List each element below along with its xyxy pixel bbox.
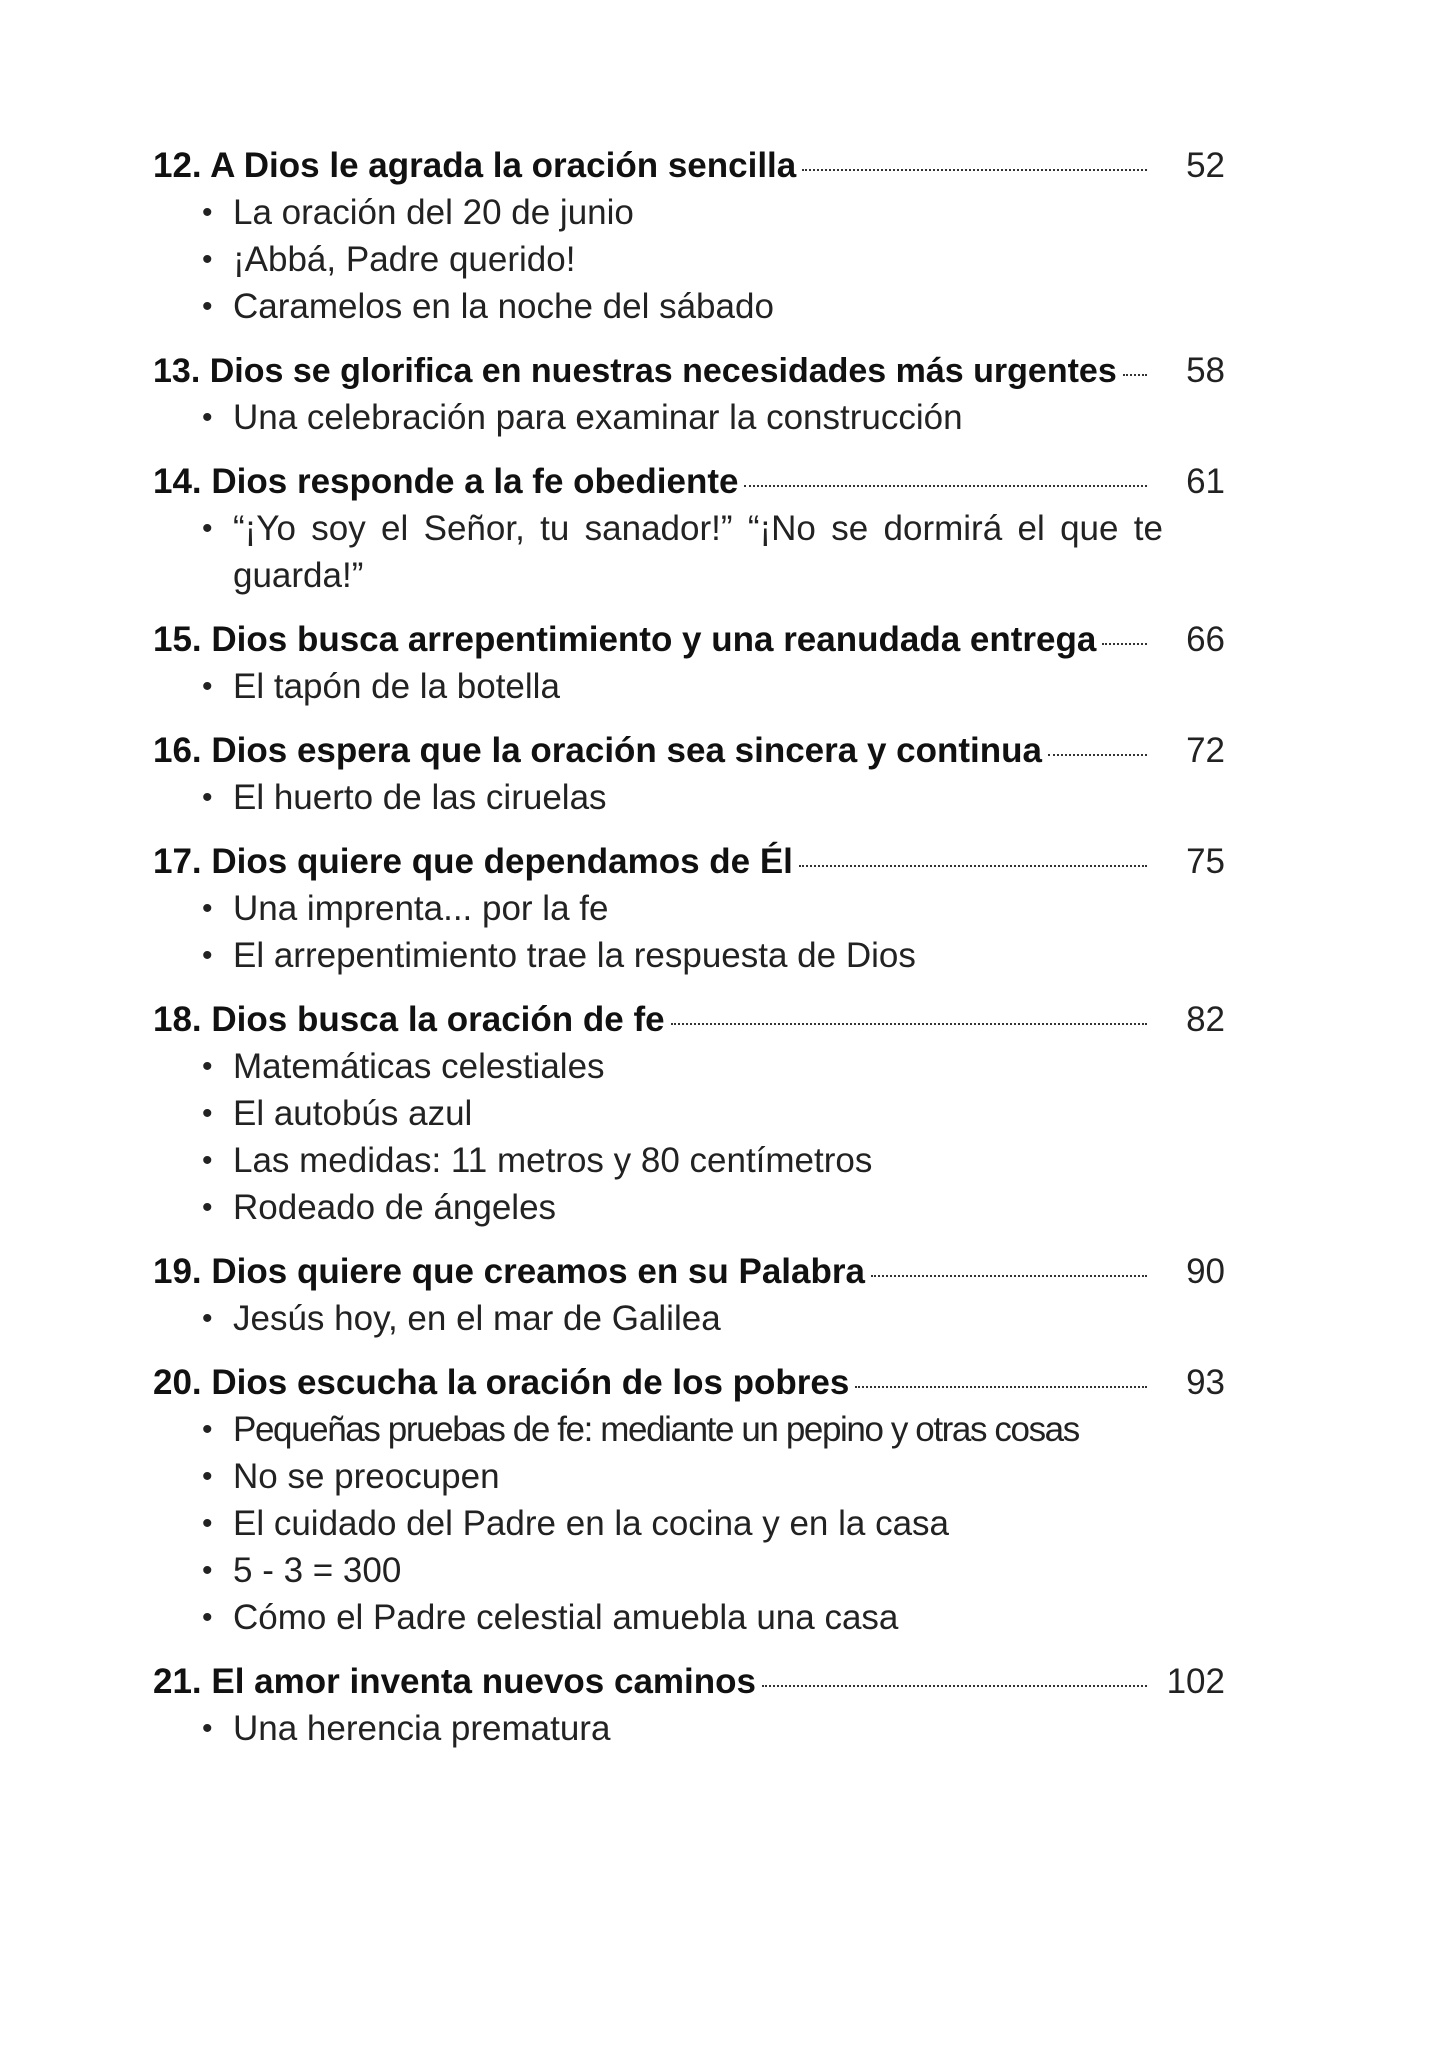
toc-heading-row — [153, 727, 1225, 774]
chapter-title: 14. Dios responde a la fe obediente — [153, 462, 739, 501]
bullet-icon: • — [202, 1460, 213, 1493]
dot-leader — [1102, 642, 1147, 645]
subsection-list — [153, 505, 1225, 599]
subsection-item: • ¡Abbá, Padre querido! — [153, 236, 1163, 283]
subsection-item: • Una herencia prematura — [153, 1705, 1163, 1752]
toc-heading-row — [153, 838, 1225, 885]
toc-entry-15 — [153, 616, 1225, 710]
toc-entry-18 — [153, 996, 1225, 1231]
subsection-list — [153, 663, 1225, 710]
dot-leader — [1123, 373, 1147, 376]
page-number: 93 — [1186, 1363, 1225, 1402]
toc-entry-12 — [153, 142, 1225, 330]
toc-entry-20 — [153, 1359, 1225, 1641]
dot-leader — [744, 484, 1147, 487]
toc-entry-16 — [153, 727, 1225, 821]
subsection-item: • Una celebración para examinar la construcción — [153, 394, 1163, 441]
chapter-title: 20. Dios escucha la oración de los pobres — [153, 1363, 850, 1402]
bullet-icon: • — [202, 196, 213, 229]
bullet-icon: • — [202, 1554, 213, 1587]
toc-heading-row — [153, 1248, 1225, 1295]
toc-heading-row — [153, 1658, 1225, 1705]
chapter-title: 12. A Dios le agrada la oración sencilla — [153, 146, 797, 185]
toc-entry-21 — [153, 1658, 1225, 1752]
page-number: 82 — [1186, 1000, 1225, 1039]
bullet-icon: • — [202, 1507, 213, 1540]
chapter-title: 18. Dios busca la oración de fe — [153, 1000, 665, 1039]
subsection-item: • Matemáticas celestiales — [153, 1043, 1163, 1090]
dot-leader — [802, 168, 1147, 171]
subsection-item: • Cómo el Padre celestial amuebla una casa — [153, 1594, 1163, 1641]
bullet-icon: • — [202, 1191, 213, 1224]
toc-heading-row — [153, 142, 1225, 189]
bullet-icon: • — [202, 892, 213, 925]
dot-leader — [1048, 753, 1147, 756]
bullet-icon: • — [202, 1601, 213, 1634]
subsection-list — [153, 1295, 1225, 1342]
subsection-item: • Caramelos en la noche del sábado — [153, 283, 1163, 330]
bullet-icon: • — [202, 939, 213, 972]
subsection-item: • El huerto de las ciruelas — [153, 774, 1163, 821]
page-number: 90 — [1186, 1252, 1225, 1291]
page-number: 72 — [1186, 731, 1225, 770]
chapter-title: 17. Dios quiere que dependamos de Él — [153, 842, 793, 881]
bullet-icon: • — [202, 1144, 213, 1177]
chapter-title: 16. Dios espera que la oración sea sincera y continua — [153, 731, 1042, 770]
subsection-item: • La oración del 20 de junio — [153, 189, 1163, 236]
subsection-item: • Rodeado de ángeles — [153, 1184, 1163, 1231]
page-number: 66 — [1186, 620, 1225, 659]
subsection-list — [153, 1043, 1225, 1231]
bullet-icon: • — [202, 781, 213, 814]
subsection-list — [153, 885, 1225, 979]
subsection-item: • Pequeñas pruebas de fe: mediante un pepino y otras cosas — [153, 1406, 1163, 1453]
bullet-icon: • — [202, 1097, 213, 1130]
subsection-item: • No se preocupen — [153, 1453, 1163, 1500]
subsection-item: • Una imprenta... por la fe — [153, 885, 1163, 932]
toc-heading-row — [153, 458, 1225, 505]
subsection-list — [153, 189, 1225, 330]
chapter-title: 13. Dios se glorifica en nuestras necesidades más urgentes — [153, 352, 1117, 390]
subsection-list — [153, 394, 1225, 441]
bullet-icon: • — [202, 243, 213, 276]
chapter-title: 15. Dios busca arrepentimiento y una reanudada entrega — [153, 620, 1097, 659]
table-of-contents — [153, 142, 1225, 1769]
toc-heading-row — [153, 996, 1225, 1043]
dot-leader — [671, 1022, 1147, 1025]
chapter-title: 19. Dios quiere que creamos en su Palabra — [153, 1252, 865, 1291]
subsection-item: • El autobús azul — [153, 1090, 1163, 1137]
page-number: 52 — [1186, 146, 1225, 185]
bullet-icon: • — [202, 1413, 213, 1446]
toc-entry-14 — [153, 458, 1225, 599]
page-number: 61 — [1186, 462, 1225, 501]
subsection-list — [153, 1406, 1225, 1641]
toc-entry-17 — [153, 838, 1225, 979]
subsection-list — [153, 774, 1225, 821]
page-number: 102 — [1166, 1662, 1225, 1701]
subsection-item: • El cuidado del Padre en la cocina y en la casa — [153, 1500, 1163, 1547]
toc-entry-13 — [153, 347, 1225, 441]
chapter-title: 21. El amor inventa nuevos caminos — [153, 1662, 756, 1701]
dot-leader — [855, 1385, 1147, 1388]
bullet-icon: • — [202, 401, 213, 434]
toc-heading-row — [153, 616, 1225, 663]
toc-entry-19 — [153, 1248, 1225, 1342]
toc-heading-row — [153, 347, 1225, 394]
bullet-icon: • — [202, 1302, 213, 1335]
subsection-list — [153, 1705, 1225, 1752]
dot-leader — [762, 1684, 1147, 1687]
subsection-item: • 5 - 3 = 300 — [153, 1547, 1163, 1594]
dot-leader — [871, 1274, 1147, 1277]
subsection-item: • El tapón de la botella — [153, 663, 1163, 710]
subsection-item: • El arrepentimiento trae la respuesta de Dios — [153, 932, 1163, 979]
bullet-icon: • — [202, 670, 213, 703]
subsection-item: • “¡Yo soy el Señor, tu sanador!” “¡No se dormirá el que te guarda!” — [153, 505, 1163, 599]
page-number: 58 — [1186, 351, 1225, 390]
bullet-icon: • — [202, 512, 213, 545]
bullet-icon: • — [202, 1050, 213, 1083]
dot-leader — [799, 864, 1147, 867]
bullet-icon: • — [202, 1712, 213, 1745]
bullet-icon: • — [202, 290, 213, 323]
toc-heading-row — [153, 1359, 1225, 1406]
page-number: 75 — [1186, 842, 1225, 881]
subsection-item: • Jesús hoy, en el mar de Galilea — [153, 1295, 1163, 1342]
subsection-item: • Las medidas: 11 metros y 80 centímetros — [153, 1137, 1163, 1184]
